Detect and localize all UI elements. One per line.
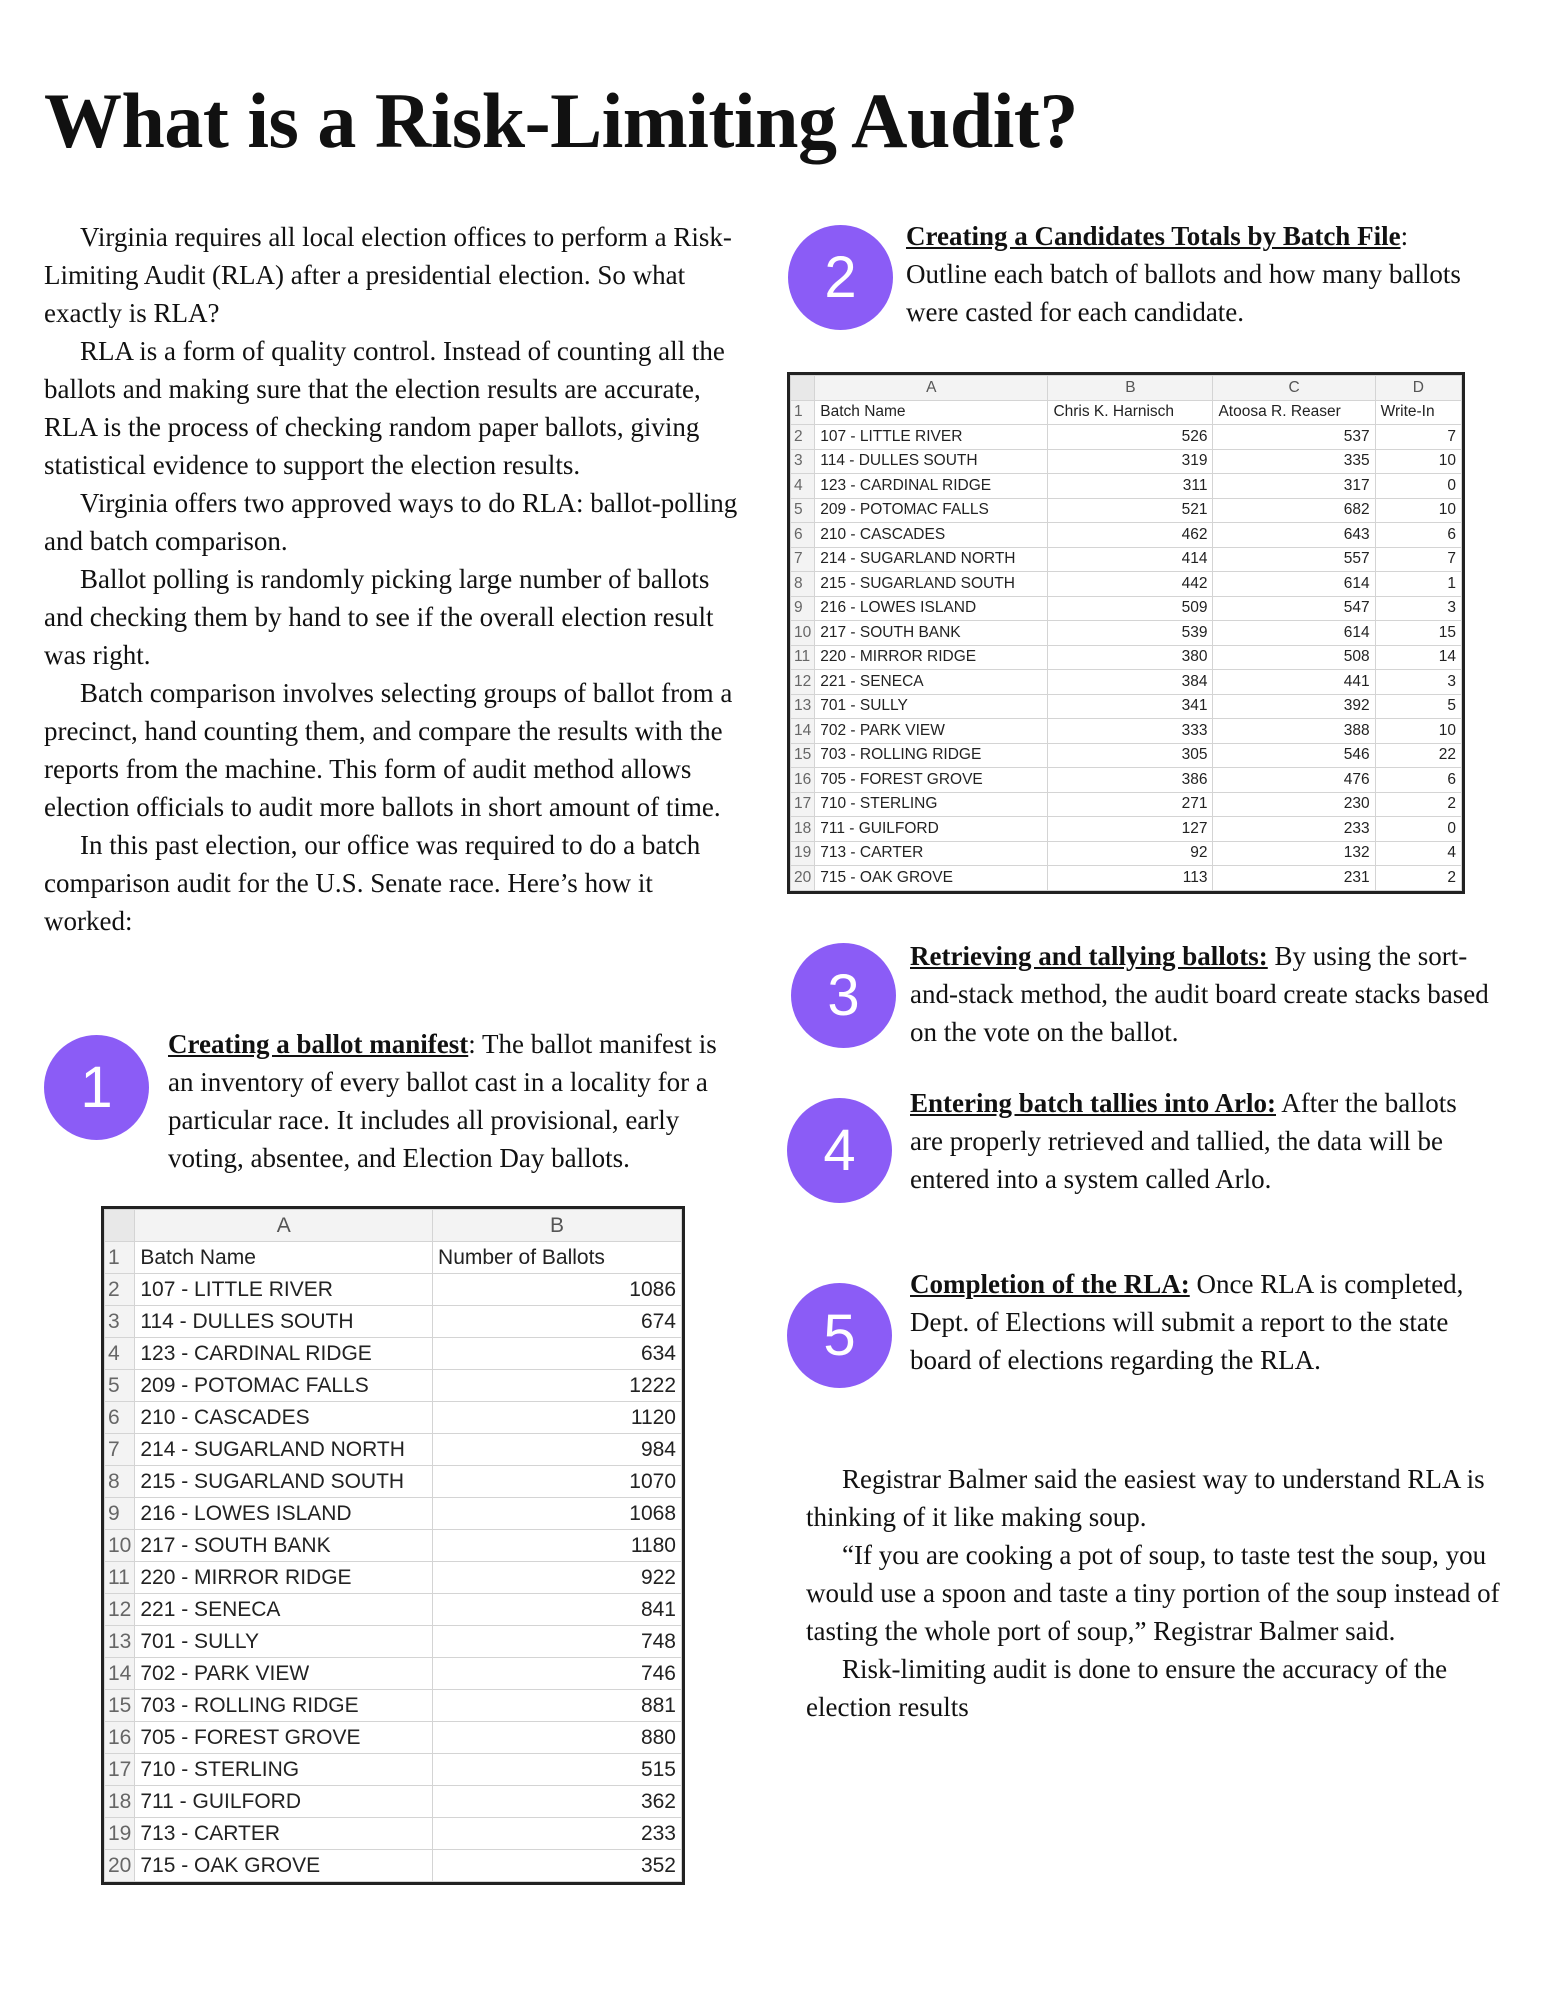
page-title: What is a Risk-Limiting Audit? [44, 77, 1078, 164]
table-cell: 713 - CARTER [815, 841, 1048, 866]
column-header: A [815, 376, 1048, 401]
table-cell: 214 - SUGARLAND NORTH [135, 1434, 433, 1466]
row-number: 2 [105, 1274, 135, 1306]
table-cell: 123 - CARDINAL RIDGE [135, 1338, 433, 1370]
table-cell: 0 [1375, 817, 1461, 842]
row-number: 6 [105, 1402, 135, 1434]
table-cell: 702 - PARK VIEW [815, 719, 1048, 744]
table-cell: 216 - LOWES ISLAND [135, 1498, 433, 1530]
step-5-title: Completion of the RLA: [910, 1269, 1190, 1299]
intro-paragraph: Virginia requires all local election offices to perform a Risk-Limiting Audit (RLA) after a presidential election. So what exactly is RLA? [44, 222, 732, 328]
table-row [791, 841, 1462, 866]
table-cell: 509 [1048, 596, 1213, 621]
table-cell: 221 - SENECA [815, 670, 1048, 695]
table-cell: 1070 [433, 1466, 682, 1498]
intro-paragraph: RLA is a form of quality control. Instead of counting all the ballots and making sure that the election results are accurate, RLA is the process of checking random paper ballots, giving statistical evidence to support the election results. [44, 336, 725, 480]
table-row [791, 572, 1462, 597]
table-cell: 380 [1048, 645, 1213, 670]
row-number: 3 [791, 449, 815, 474]
table-cell: 547 [1213, 596, 1375, 621]
table-cell: 3 [1375, 670, 1461, 695]
step-2-title: Creating a Candidates Totals by Batch File [906, 221, 1401, 251]
row-number: 4 [105, 1338, 135, 1370]
table-cell: 557 [1213, 547, 1375, 572]
table-cell: 537 [1213, 425, 1375, 450]
table-row [791, 670, 1462, 695]
row-number: 19 [105, 1818, 135, 1850]
table-cell: 6 [1375, 523, 1461, 548]
header-cell: Number of Ballots [433, 1242, 682, 1274]
column-header: C [1213, 376, 1375, 401]
table-cell: 539 [1048, 621, 1213, 646]
table-cell: 210 - CASCADES [815, 523, 1048, 548]
table-cell: 92 [1048, 841, 1213, 866]
closing-paragraph: “If you are cooking a pot of soup, to taste test the soup, you would use a spoon and taste a tiny portion of the soup instead of tasting the whole port of soup,” Registrar Balmer said. [806, 1540, 1500, 1646]
table-cell: 515 [433, 1754, 682, 1786]
table-cell: 215 - SUGARLAND SOUTH [815, 572, 1048, 597]
table-cell: 388 [1213, 719, 1375, 744]
table-cell: 132 [1213, 841, 1375, 866]
table-cell: 210 - CASCADES [135, 1402, 433, 1434]
table-cell: 127 [1048, 817, 1213, 842]
row-number: 1 [105, 1242, 135, 1274]
table-cell: 476 [1213, 768, 1375, 793]
table-cell: 386 [1048, 768, 1213, 793]
table-row [791, 694, 1462, 719]
row-number: 10 [791, 621, 815, 646]
row-number: 18 [791, 817, 815, 842]
step-5-text [910, 1265, 1490, 1379]
corner-cell [105, 1210, 135, 1242]
row-number: 6 [791, 523, 815, 548]
table-cell: 0 [1375, 474, 1461, 499]
row-number: 3 [105, 1306, 135, 1338]
table-cell: 710 - STERLING [135, 1754, 433, 1786]
step-3-title: Retrieving and tallying ballots: [910, 941, 1268, 971]
column-header: D [1375, 376, 1461, 401]
table-cell: 107 - LITTLE RIVER [135, 1274, 433, 1306]
table-row [791, 498, 1462, 523]
table-cell: 702 - PARK VIEW [135, 1658, 433, 1690]
table-cell: 10 [1375, 449, 1461, 474]
step-4-title: Entering batch tallies into Arlo: [910, 1088, 1276, 1118]
intro-text [44, 218, 744, 940]
row-number: 7 [791, 547, 815, 572]
table-row [105, 1370, 682, 1402]
table-cell: 715 - OAK GROVE [135, 1850, 433, 1882]
table-cell: 841 [433, 1594, 682, 1626]
table-cell: 705 - FOREST GROVE [135, 1722, 433, 1754]
table-row [105, 1338, 682, 1370]
table-cell: 384 [1048, 670, 1213, 695]
intro-paragraph: Virginia offers two approved ways to do RLA: ballot-polling and batch comparison. [44, 488, 738, 556]
row-number: 19 [791, 841, 815, 866]
table-cell: 209 - POTOMAC FALLS [815, 498, 1048, 523]
row-number: 8 [105, 1466, 135, 1498]
table-cell: 113 [1048, 866, 1213, 891]
table-row [791, 866, 1462, 891]
table-cell: 1180 [433, 1530, 682, 1562]
table-cell: 526 [1048, 425, 1213, 450]
table-cell: 230 [1213, 792, 1375, 817]
table-cell: 333 [1048, 719, 1213, 744]
table-row [791, 768, 1462, 793]
table-row [105, 1306, 682, 1338]
table-cell: 441 [1213, 670, 1375, 695]
table-row [105, 1594, 682, 1626]
table-row [105, 1626, 682, 1658]
table-cell: 5 [1375, 694, 1461, 719]
table-cell: 221 - SENECA [135, 1594, 433, 1626]
table-cell: 4 [1375, 841, 1461, 866]
table-cell: 10 [1375, 498, 1461, 523]
table-cell: 462 [1048, 523, 1213, 548]
table-cell: 521 [1048, 498, 1213, 523]
table-cell: 414 [1048, 547, 1213, 572]
row-number: 14 [105, 1658, 135, 1690]
table-row [791, 792, 1462, 817]
table-row [105, 1274, 682, 1306]
table-cell: 922 [433, 1562, 682, 1594]
column-header: B [433, 1210, 682, 1242]
step-2-body: Outline each batch of ballots and how many ballots were casted for each candidate. [906, 259, 1461, 327]
intro-paragraph: In this past election, our office was required to do a batch comparison audit for the U.S. Senate race. Here’s how it worked: [44, 830, 701, 936]
row-number: 16 [791, 768, 815, 793]
step-4-text [910, 1084, 1490, 1198]
row-number: 14 [791, 719, 815, 744]
table-row [791, 817, 1462, 842]
table-cell: 319 [1048, 449, 1213, 474]
table-cell: 352 [433, 1850, 682, 1882]
table-cell: 546 [1213, 743, 1375, 768]
closing-paragraph: Registrar Balmer said the easiest way to understand RLA is thinking of it like making soup. [806, 1464, 1485, 1532]
intro-paragraph: Batch comparison involves selecting groups of ballot from a precinct, hand counting them, and compare the results with the reports from the machine. This form of audit method allows election officials to audit more ballots in short amount of time. [44, 678, 733, 822]
table-cell: 341 [1048, 694, 1213, 719]
table-cell: 703 - ROLLING RIDGE [815, 743, 1048, 768]
table-row [105, 1818, 682, 1850]
row-number: 15 [105, 1690, 135, 1722]
row-number: 12 [791, 670, 815, 695]
closing-text [806, 1460, 1506, 1726]
table-cell: 2 [1375, 792, 1461, 817]
table-cell: 209 - POTOMAC FALLS [135, 1370, 433, 1402]
table-row [791, 425, 1462, 450]
candidate-totals-table [787, 372, 1465, 894]
table-cell: 14 [1375, 645, 1461, 670]
table-row [105, 1562, 682, 1594]
table-cell: 362 [433, 1786, 682, 1818]
row-number: 5 [791, 498, 815, 523]
corner-cell [791, 376, 815, 401]
table-cell: 233 [1213, 817, 1375, 842]
step-2-badge: 2 [788, 225, 893, 330]
table-cell: 614 [1213, 572, 1375, 597]
row-number: 11 [105, 1562, 135, 1594]
table-cell: 220 - MIRROR RIDGE [135, 1562, 433, 1594]
table-cell: 7 [1375, 547, 1461, 572]
row-number: 10 [105, 1530, 135, 1562]
table-cell: 216 - LOWES ISLAND [815, 596, 1048, 621]
step-3-badge: 3 [791, 943, 896, 1048]
table-cell: 1 [1375, 572, 1461, 597]
row-number: 13 [105, 1626, 135, 1658]
table-cell: 10 [1375, 719, 1461, 744]
table-cell: 710 - STERLING [815, 792, 1048, 817]
table-cell: 711 - GUILFORD [135, 1786, 433, 1818]
table-cell: 392 [1213, 694, 1375, 719]
table-row [791, 449, 1462, 474]
table-cell: 335 [1213, 449, 1375, 474]
closing-paragraph: Risk-limiting audit is done to ensure the accuracy of the election results [806, 1654, 1448, 1722]
row-number: 13 [791, 694, 815, 719]
table-cell: 711 - GUILFORD [815, 817, 1048, 842]
table-row [791, 743, 1462, 768]
table-cell: 107 - LITTLE RIVER [815, 425, 1048, 450]
table-cell: 271 [1048, 792, 1213, 817]
step-5-body: Once RLA is completed, Dept. of Elections will submit a report to the state board of elections regarding the RLA. [910, 1269, 1464, 1375]
table-cell: 123 - CARDINAL RIDGE [815, 474, 1048, 499]
table-cell: 508 [1213, 645, 1375, 670]
table-cell: 705 - FOREST GROVE [815, 768, 1048, 793]
table-row [105, 1498, 682, 1530]
table-row [791, 719, 1462, 744]
table-cell: 746 [433, 1658, 682, 1690]
step-3-text [910, 937, 1490, 1051]
row-number: 9 [105, 1498, 135, 1530]
table-cell: 311 [1048, 474, 1213, 499]
step-1-sep: : [468, 1029, 476, 1059]
table-cell: 682 [1213, 498, 1375, 523]
table-row [791, 400, 1462, 425]
step-5-badge: 5 [787, 1283, 892, 1388]
table-cell: 715 - OAK GROVE [815, 866, 1048, 891]
table-cell: 984 [433, 1434, 682, 1466]
table-cell: 703 - ROLLING RIDGE [135, 1690, 433, 1722]
ballot-manifest-table [101, 1206, 685, 1885]
table-row [105, 1242, 682, 1274]
header-cell: Batch Name [815, 400, 1048, 425]
table-row [105, 1530, 682, 1562]
table-row [105, 1850, 682, 1882]
header-cell: Batch Name [135, 1242, 433, 1274]
row-number: 15 [791, 743, 815, 768]
table-cell: 643 [1213, 523, 1375, 548]
column-header: B [1048, 376, 1213, 401]
step-2-text [906, 217, 1466, 331]
intro-paragraph: Ballot polling is randomly picking large number of ballots and checking them by hand to see if the overall election result was right. [44, 564, 714, 670]
step-1-body: The ballot manifest is an inventory of every ballot cast in a locality for a particular race. It includes all provisional, early voting, absentee, and Election Day ballots. [168, 1029, 717, 1173]
row-number: 18 [105, 1786, 135, 1818]
table-cell: 614 [1213, 621, 1375, 646]
table-cell: 701 - SULLY [815, 694, 1048, 719]
table-cell: 220 - MIRROR RIDGE [815, 645, 1048, 670]
row-number: 12 [105, 1594, 135, 1626]
table-cell: 114 - DULLES SOUTH [135, 1306, 433, 1338]
table-cell: 22 [1375, 743, 1461, 768]
header-cell: Write-In [1375, 400, 1461, 425]
step-3-body: By using the sort-and-stack method, the audit board create stacks based on the vote on the ballot. [910, 941, 1489, 1047]
table-cell: 748 [433, 1626, 682, 1658]
table-cell: 3 [1375, 596, 1461, 621]
row-number: 4 [791, 474, 815, 499]
table-cell: 233 [433, 1818, 682, 1850]
step-4-body: After the ballots are properly retrieved and tallied, the data will be entered into a system called Arlo. [910, 1088, 1457, 1194]
table-cell: 701 - SULLY [135, 1626, 433, 1658]
header-cell: Chris K. Harnisch [1048, 400, 1213, 425]
table-row [105, 1722, 682, 1754]
table-cell: 305 [1048, 743, 1213, 768]
table-cell: 15 [1375, 621, 1461, 646]
table-row [105, 1466, 682, 1498]
row-number: 16 [105, 1722, 135, 1754]
step-4-badge: 4 [787, 1098, 892, 1203]
row-number: 11 [791, 645, 815, 670]
table-row [791, 645, 1462, 670]
table-cell: 7 [1375, 425, 1461, 450]
row-number: 2 [791, 425, 815, 450]
row-number: 8 [791, 572, 815, 597]
table-row [105, 1658, 682, 1690]
row-number: 20 [791, 866, 815, 891]
table-cell: 674 [433, 1306, 682, 1338]
row-number: 17 [105, 1754, 135, 1786]
table-row [105, 1786, 682, 1818]
table-cell: 1120 [433, 1402, 682, 1434]
table-cell: 1068 [433, 1498, 682, 1530]
table-row [791, 547, 1462, 572]
table-cell: 317 [1213, 474, 1375, 499]
step-1-text [168, 1025, 748, 1177]
table-row [105, 1690, 682, 1722]
table-cell: 231 [1213, 866, 1375, 891]
step-1-badge: 1 [44, 1035, 149, 1140]
row-number: 9 [791, 596, 815, 621]
header-cell: Atoosa R. Reaser [1213, 400, 1375, 425]
column-header: A [135, 1210, 433, 1242]
table-cell: 6 [1375, 768, 1461, 793]
row-number: 17 [791, 792, 815, 817]
table-row [105, 1402, 682, 1434]
table-cell: 2 [1375, 866, 1461, 891]
table-cell: 881 [433, 1690, 682, 1722]
table-row [105, 1754, 682, 1786]
table-row [791, 596, 1462, 621]
table-cell: 713 - CARTER [135, 1818, 433, 1850]
table-row [791, 621, 1462, 646]
table-cell: 217 - SOUTH BANK [135, 1530, 433, 1562]
row-number: 1 [791, 400, 815, 425]
step-1-title: Creating a ballot manifest [168, 1029, 469, 1059]
table-cell: 1222 [433, 1370, 682, 1402]
row-number: 20 [105, 1850, 135, 1882]
table-row [105, 1434, 682, 1466]
table-cell: 634 [433, 1338, 682, 1370]
table-cell: 1086 [433, 1274, 682, 1306]
table-cell: 215 - SUGARLAND SOUTH [135, 1466, 433, 1498]
table-row [791, 523, 1462, 548]
row-number: 5 [105, 1370, 135, 1402]
table-row [791, 474, 1462, 499]
step-2-sep: : [1400, 221, 1409, 251]
table-cell: 214 - SUGARLAND NORTH [815, 547, 1048, 572]
table-cell: 217 - SOUTH BANK [815, 621, 1048, 646]
row-number: 7 [105, 1434, 135, 1466]
table-cell: 880 [433, 1722, 682, 1754]
table-cell: 114 - DULLES SOUTH [815, 449, 1048, 474]
table-cell: 442 [1048, 572, 1213, 597]
